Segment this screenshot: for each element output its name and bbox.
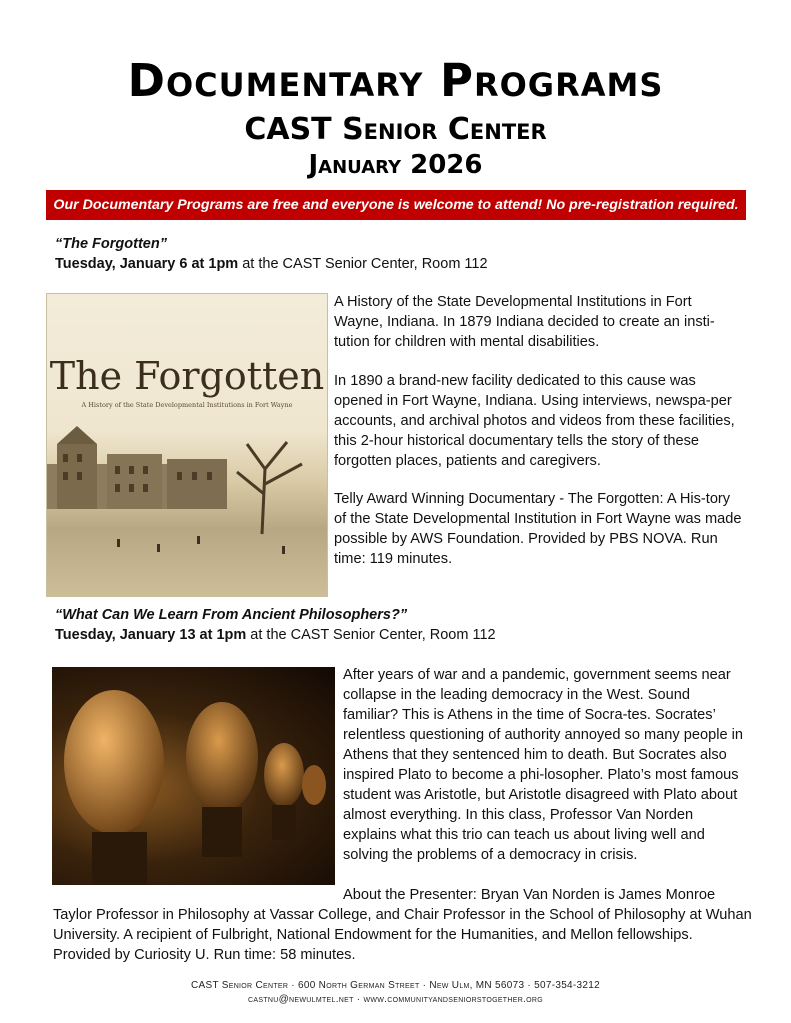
program1-paragraph-3: Telly Award Winning Documentary - The Forgotten: A His-tory of the State Developmental Institution in Fort Wayne was made possible by AWS Foundation. Provided by PBS NOVA. Run time: 119 minutes. <box>334 491 742 567</box>
busts-illustration <box>52 667 335 885</box>
program2-title: “What Can We Learn From Ancient Philosophers?” <box>55 607 408 623</box>
footer-contact: castnu@newulmtel.net · www.communityandseniorstogether.org <box>248 994 543 1005</box>
philosopher-busts-image <box>52 667 335 885</box>
presenter-bio: Taylor Professor in Philosophy at Vassar College, and Chair Professor in the School of Philosophy at Wuhan University. A recipient of Fulbright, National Endowment for the Humanities, and Mellon fellowships. Provided by Curiosity U. Run time: 58 minutes. <box>53 907 752 963</box>
program2-description: After years of war and a pandemic, government seems near collapse in the leading democracy in the West. Sound familiar? This is Athens in the time of Socra-tes. Socrates’ relentless questioning of authority annoyed so many people in Athens that they sentenced him to death. But Socrates also inspired Plato to become a phi-losopher. Plato’s most famous student was Aristotle, but Aristotle disagreed with Plato about almost everything. In this class, Professor Van Norden explains what this trio can teach us about living well and solving the problems of a democracy in crisis. <box>343 667 743 863</box>
info-banner: Our Documentary Programs are free and everyone is welcome to attend! No pre-registration required. <box>46 190 746 220</box>
footer-address: CAST Senior Center · 600 North German Street · New Ulm, MN 56073 · 507-354-3212 <box>191 980 600 991</box>
forgotten-cover-image <box>46 293 328 597</box>
program1-location: at the CAST Senior Center, Room 112 <box>238 256 488 272</box>
program1-paragraph-1: A History of the State Developmental Institutions in Fort Wayne, Indiana. In 1879 Indiana decided to create an insti-tution for children with mental disabilities. <box>334 294 715 350</box>
program2-date-line <box>55 627 496 643</box>
cover-title: The Forgotten <box>49 354 325 398</box>
month-heading: January 2026 <box>308 150 483 180</box>
program2-date: Tuesday, January 13 at 1pm <box>55 627 247 643</box>
program1-paragraph-2: In 1890 a brand-new facility dedicated to this cause was opened in Fort Wayne, Indiana. Using interviews, newspa-per accounts, and archival photos and videos from these facilities, this 2-hour historical documentary tells the story of these forgotten places, patients and caregivers. <box>334 373 735 469</box>
page-title: Documentary Programs <box>127 54 664 107</box>
cover-subtitle: A History of the State Developmental Institutions in Fort Wayne <box>81 401 293 409</box>
presenter-intro: About the Presenter: Bryan Van Norden is James Monroe <box>343 887 716 903</box>
building-illustration <box>47 294 327 596</box>
program1-date-line <box>55 256 488 272</box>
program1-date: Tuesday, January 6 at 1pm <box>55 256 239 272</box>
program2-location: at the CAST Senior Center, Room 112 <box>246 627 496 643</box>
program1-title: “The Forgotten” <box>55 236 167 252</box>
organization-name: CAST Senior Center <box>244 112 547 147</box>
